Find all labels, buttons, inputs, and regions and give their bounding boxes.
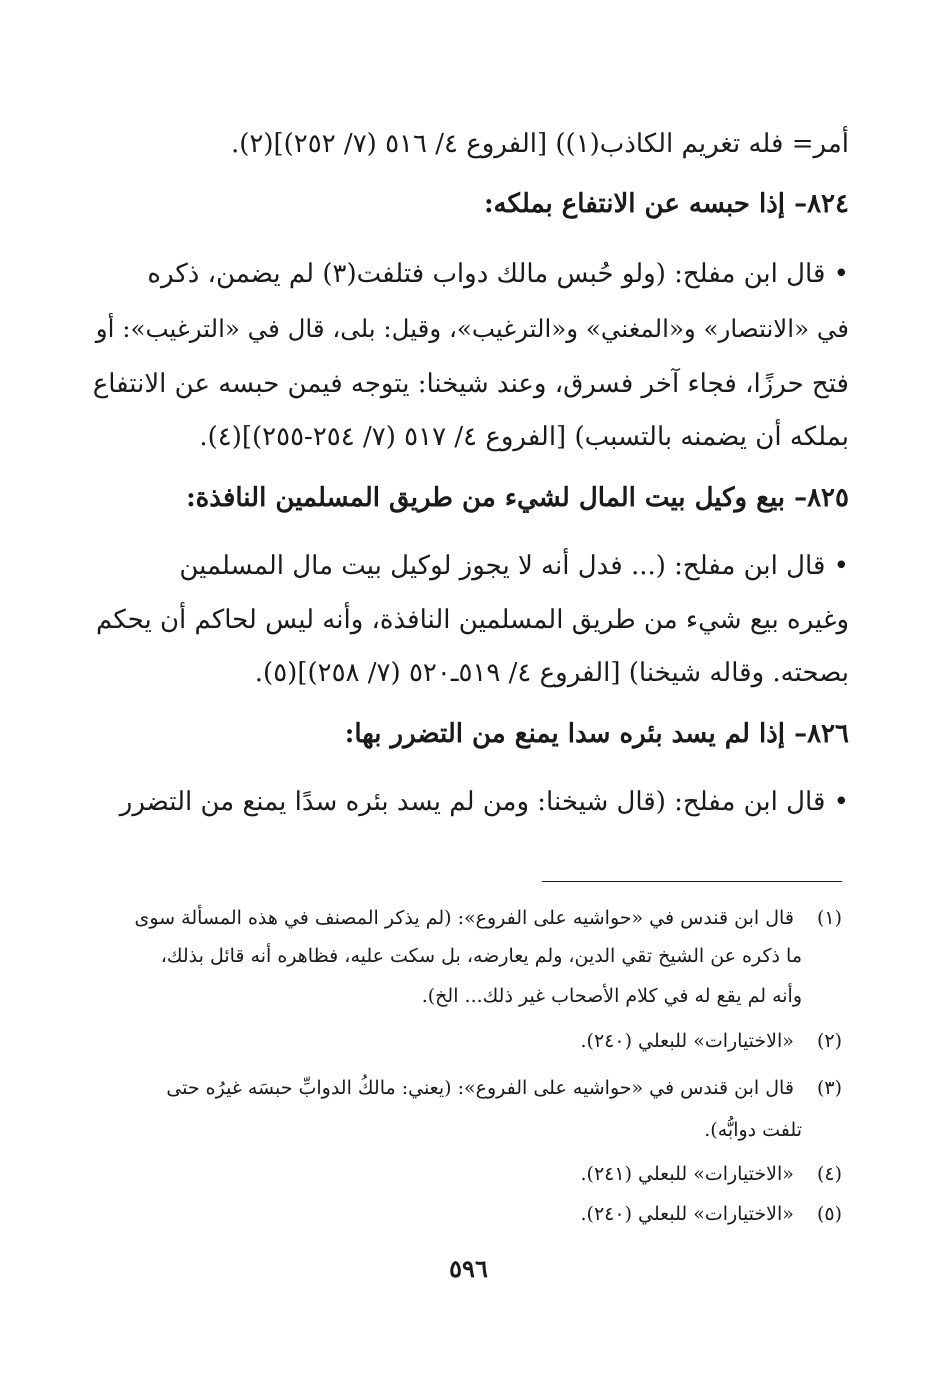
body-line: بملكه أن يضمنه بالتسبب) [الفروع ٤/ ٥١٧ (٧/ ٢٥٤-٢٥٥)](٤). [199, 422, 849, 452]
footnote-text: قال ابن قندس في «حواشيه على الفروع»: (لم يذكر المصنف في هذه المسألة سوى [134, 907, 794, 929]
footnote-number: (١) [816, 907, 842, 929]
body-line: في «الانتصار» و«المغني» و«الترغيب»، وقيل: بلى، قال في «الترغيب»: أو [95, 314, 849, 343]
footnote-number: (٣) [816, 1077, 842, 1099]
body-line: بصحته. وقاله شيخنا) [الفروع ٤/ ٥١٩ـ٥٢٠ (٧/ ٢٥٨)](٥). [254, 658, 849, 688]
footnote-text: ما ذكره عن الشيخ تقي الدين، ولم يعارضه، بل سكت عليه، فظاهره أنه قائل بذلك، [160, 945, 802, 967]
footnote-separator [542, 881, 842, 882]
footnote-3 [88, 1072, 842, 1104]
footnote-2 [88, 1025, 842, 1057]
footnote-1 [88, 902, 842, 934]
footnote-text: وأنه لم يقع له في كلام الأصحاب غير ذلك... الخ). [421, 985, 802, 1007]
section-heading: ٨٢٤– إذا حبسه عن الانتفاع بملكه: [483, 189, 849, 219]
footnote-text: «الاختيارات» للبعلي (٢٤٠). [580, 1030, 794, 1052]
section-heading: ٨٢٥– بيع وكيل بيت المال لشيء من طريق المسلمين النافذة: [186, 483, 849, 513]
footnote-text: تلفت دوابُّه). [704, 1119, 802, 1141]
body-line: فتح حرزًا، فجاء آخر فسرق، وعند شيخنا: يتوجه فيمن حبسه عن الانتفاع [92, 369, 849, 399]
footnote-4 [88, 1158, 842, 1190]
body-line: وغيره بيع شيء من طريق المسلمين النافذة، وأنه ليس لحاكم أن يحكم [96, 605, 849, 635]
footnote-number: (٤) [816, 1163, 842, 1185]
body-line: • قال ابن مفلح: (قال شيخنا: ومن لم يسد بئره سدًا يمنع من التضرر [119, 787, 849, 817]
footnote-number: (٥) [816, 1203, 842, 1225]
section-heading: ٨٢٦– إذا لم يسد بئره سدا يمنع من التضرر بها: [344, 719, 849, 749]
body-line: • قال ابن مفلح: (ولو حُبس مالك دواب فتلفت(٣) لم يضمن، ذكره [147, 259, 849, 289]
page-number: ٥٩٦ [449, 1254, 488, 1283]
footnote-text: «الاختيارات» للبعلي (٢٤١). [580, 1163, 794, 1185]
footnote-number: (٢) [816, 1030, 842, 1052]
body-line: • قال ابن مفلح: (... فدل أنه لا يجوز لوكيل بيت مال المسلمين [179, 551, 849, 581]
footnote-5 [88, 1198, 842, 1230]
body-line: أمر= فله تغريم الكاذب(١)) [الفروع ٤/ ٥١٦ (٧/ ٢٥٢)](٢). [230, 129, 849, 159]
footnote-text: «الاختيارات» للبعلي (٢٤٠). [580, 1203, 794, 1225]
footnote-text: قال ابن قندس في «حواشيه على الفروع»: (يعني: مالكُ الدوابِّ حبسَه غيرُه حتى [166, 1077, 794, 1099]
